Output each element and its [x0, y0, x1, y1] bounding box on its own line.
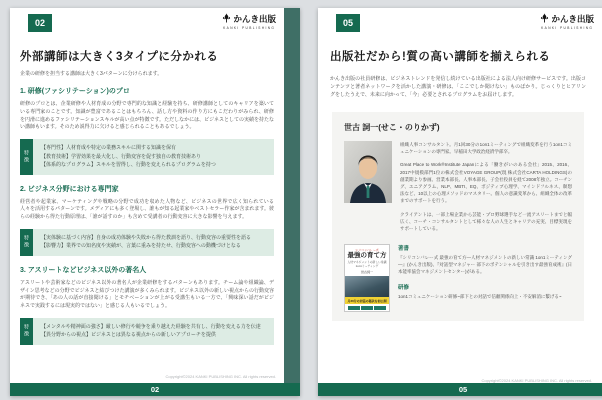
books-label: 著書 — [398, 246, 410, 253]
book-cover-photo — [345, 276, 389, 297]
section-body: 経営者や起業家、マーケティングや戦略の分野で成功を収めた人物など、ビジネスの世界で広く知られている人々を活用するパターンです。メディアにも多く登場し、誰もが知る起業家やベストセラー作家が含まれます。彼らの経験から得た行動原理は、「誰が話すのか」も含めて受講者の行動変容に大きな影響を与えます。 — [20, 198, 274, 220]
books-text: 『シリコンバレー式 最強の育て方―人材マネジメントの新しい常識 1on1ミーティング―』(かんき出版)、『対話型マネジャー 部下のポテンシャルを引き出す最強育成術』(日本能率協会マネジメントセンター)がある。 — [398, 255, 572, 275]
publisher-logo-subtext: KANKI PUBLISHING — [541, 26, 594, 30]
book-cover — [344, 244, 390, 312]
feature-item: 【体系的なプログラム】スキルを習得し、行動を変えられるプログラムを持つ — [41, 162, 216, 168]
profile-bio — [400, 141, 572, 238]
publisher-logo-subtext: KANKI PUBLISHING — [223, 26, 276, 30]
feature-label: 特徴 — [20, 139, 33, 175]
section-heading: 1. 研修(ファシリテーション)のプロ — [20, 88, 130, 95]
book-cover-badges — [345, 304, 389, 311]
feature-item: 【メンタルや精神面の強さ】厳しい修行や競争を乗り越えた経験を共有し、行動を変える力を伝達 — [41, 323, 261, 330]
page-right — [318, 8, 602, 396]
book-cover-author: 世古詞一 — [360, 270, 373, 275]
book-cover-title: 最強の育て方 — [347, 252, 387, 260]
section-heading: 2. ビジネス分野における専門家 — [20, 185, 119, 193]
book-cover-series: シリコンバレー式 — [355, 248, 379, 253]
copyright-text: Copyright©2024 KANKI PUBLISHING INC. All rights reserved. — [481, 378, 592, 383]
book-cover-band: 月30分の対話の秘訣を初公開 — [345, 297, 389, 304]
left-page-content — [20, 70, 274, 350]
feature-label: 特徴 — [20, 229, 33, 256]
page-left — [10, 8, 300, 396]
section-body: アスリートや芸術家などのビジネス以外の著名人が企業研修をするパターンもあります。チーム論や組織論、デザイン思考などの分野でビジネスと結びつけた講演が多くみられます。ビジネス以外の新しい視点からの行動変容が期待でき、「あの人の話が直接聞ける」とモチベーションが上がる受講生もいる一方で、「興味深い話だがビジネスで実践するには現実的ではない」と感じる人もいるでしょう。 — [20, 279, 274, 309]
page-number-badge: 05 — [336, 14, 360, 32]
footer-page-number: 05 — [458, 385, 468, 394]
profile-photo — [344, 141, 392, 203]
profile-card — [332, 112, 584, 321]
copyright-text: Copyright©2024 KANKI PUBLISHING INC. All rights reserved. — [165, 374, 276, 379]
feature-item: 【影響力】業界での知名度や実績が、言葉に重みを持たせ、行動変容への動機づけとなる — [41, 243, 241, 250]
profile-name: 世古 詞一(せこ・のりかず) — [344, 123, 440, 132]
section-heading: 3. アスリートなどビジネス以外の著名人 — [20, 266, 147, 274]
feature-item: 【実体験に基づく内容】自身の成功体験や失敗から得た教訓を語り、行動変容の重要性を語る — [41, 234, 252, 241]
kanki-logo-icon — [540, 13, 549, 25]
kanki-logo-icon — [222, 13, 231, 25]
feature-box — [20, 139, 274, 175]
publisher-logo — [222, 13, 276, 30]
publisher-logo-text: かんき出版 — [233, 14, 276, 24]
intro-text: 企業の研修を担当する講師は大きく3パターンに分けられます。 — [20, 71, 163, 77]
page-title: 外部講師は大きく3タイプに分かれる — [20, 51, 219, 63]
publisher-logo — [540, 13, 594, 30]
training-text: 1on1コミュニケーション研修~部下との対話で信頼関係向上・不安解消に繋げる~ — [398, 293, 562, 299]
training-label: 研修 — [398, 284, 410, 291]
feature-item: 【教育技術】学習効果を最大化し、行動変容を促す独自の教育技術あり — [41, 153, 202, 160]
feature-box — [20, 229, 274, 256]
feature-box — [20, 318, 274, 345]
bio-paragraph: クライアントは、一部上場企業から芸能・プロ野球選手など一流アスリートまでと幅広く、コーチ・コンサルタントとして様々な人の人生とキャリアの充実、目標実現をサポートしている。 — [400, 211, 572, 231]
footer-bar — [318, 383, 602, 396]
bio-paragraph: 組織人事コンサルタント。月1回30分の1on1ミーティングで組織変革を行う1on1コミュニケーションの専門家。早稲田大学政治経済学部卒。 — [400, 142, 572, 155]
footer-bar — [10, 383, 300, 396]
page-number-badge: 02 — [28, 14, 52, 32]
bio-paragraph: Great Place to Work®Institute Japanによる「働きがいのある会社」2015、2016、2017中規模部門1位の株式会社VOYAGE GROUP(現 株式会社CARTA HOLDINGS)の創業期より参画。営業本部長、人事本部長、子会社役員を経て2008年独立。コーチング、エニアグラム、NLP、MBTI、EQ、ポジティブ心理学、マインドフルネス、瞑想法など、10以上の心理メソッドのマスタリー。個人の意識変革から、組織全体の改革までのサポートを行う。 — [400, 162, 572, 204]
page-edge-strip — [284, 8, 300, 383]
feature-item: 【異分野からの視点】ビジネスとは異なる視点からの新しいアプローチを提供 — [41, 332, 216, 339]
publisher-logo-text: かんき出版 — [551, 14, 594, 24]
footer-page-number: 02 — [150, 385, 160, 394]
section-body: 研修のプロとは、企業研修や人材育成の分野で専門的な知識と経験を持ち、研修講師としてのキャリアを築いている専門家のことです。知識が豊富であることはもちろん、話し方や資料の作り方にもこだわりがみられ、研修を円滑に進めるファシリテーションスキルが高い点が特徴です。ただしなかには、ビジネスとしての実績を持たない講師もいます。そのため説得力に欠けると感じられることもあるでしょう。 — [20, 101, 274, 131]
feature-label: 特徴 — [20, 318, 33, 345]
intro-text: かんき出版の社員研修は、ビジネストレンドを発信し続けている出版社による法人向け研修サービスです。出版コンテンツと著者ネットワークを活かした講演・研修は、「ここでしか聞けない」ものばかり。じっくりとヒアリングをしたうえで、未来に向かって、「今」必要とされるプログラムをお届けします。 — [330, 76, 586, 98]
feature-item: 【専門性】人材育成や特定の業務スキルに関する知識を保有 — [41, 145, 176, 151]
page-title: 出版社だから!質の高い講師を揃えられる — [330, 51, 551, 63]
book-cover-subtitle: 人材マネジメントの新しい常識 1on1ミーティング — [347, 260, 387, 269]
